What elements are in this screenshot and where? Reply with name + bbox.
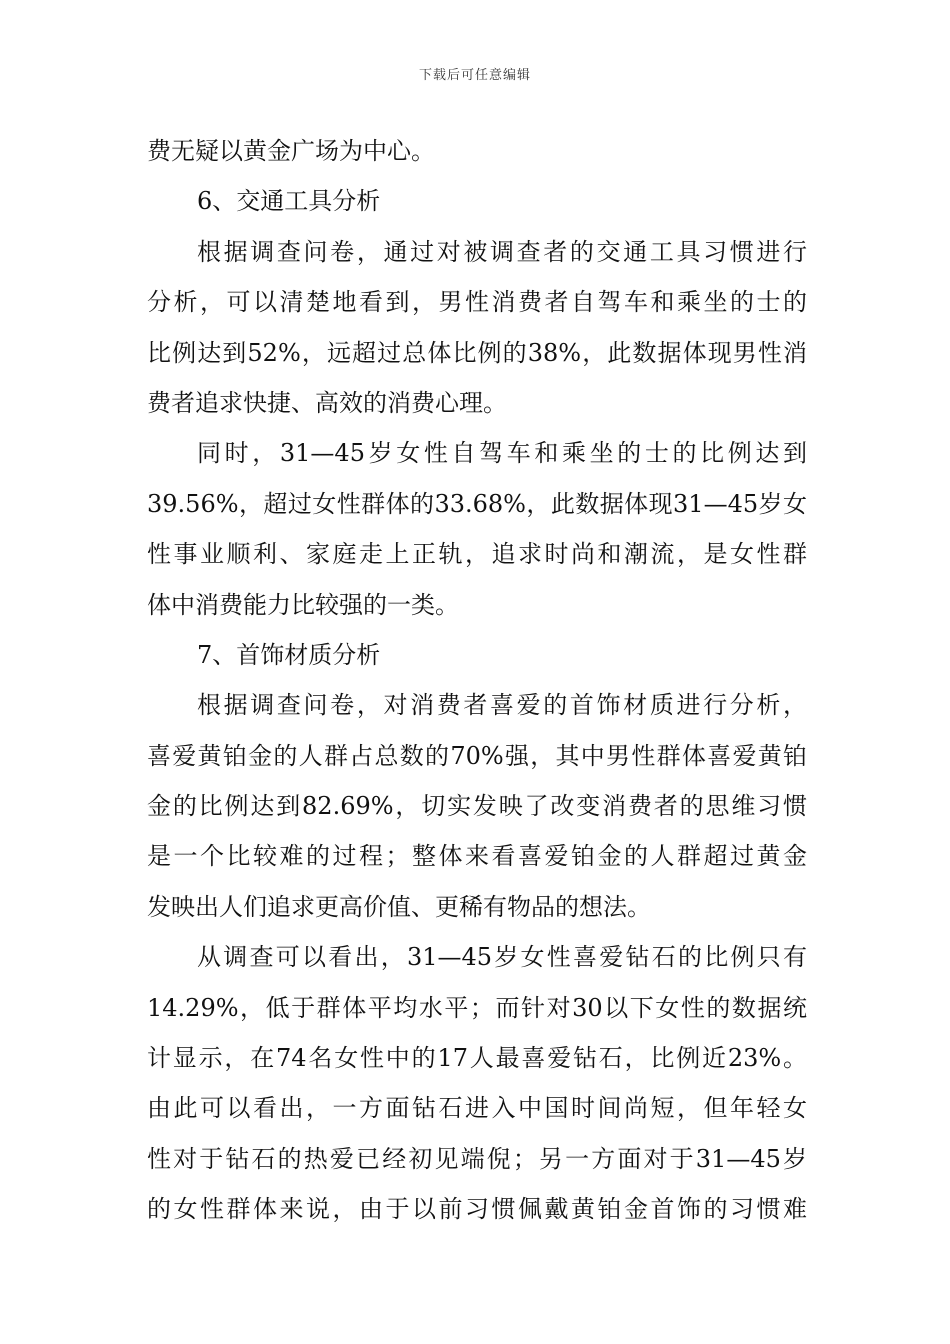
text-line: 性事业顺利、家庭走上正轨，追求时尚和潮流，是女性群 [147, 540, 807, 569]
section-heading: 7、首饰材质分析 [197, 640, 381, 669]
text-line: 根据调查问卷，通过对被调查者的交通工具习惯进行 [197, 237, 807, 266]
text-line: 费者追求快捷、高效的消费心理。 [147, 388, 507, 417]
text-line: 性对于钻石的热爱已经初见端倪；另一方面对于31—45岁 [147, 1144, 807, 1173]
text-line: 体中消费能力比较强的一类。 [147, 590, 459, 619]
text-line: 比例达到52%，远超过总体比例的38%，此数据体现男性消 [147, 338, 807, 367]
text-line: 费无疑以黄金广场为中心。 [147, 137, 435, 165]
text-line: 分析，可以清楚地看到，男性消费者自驾车和乘坐的士的 [147, 288, 807, 317]
text-line: 金的比例达到82.69%，切实发映了改变消费者的思维习惯 [147, 792, 807, 821]
text-line: 39.56%，超过女性群体的33.68%，此数据体现31—45岁女 [147, 489, 807, 518]
text-line: 是一个比较难的过程；整体来看喜爱铂金的人群超过黄金 [147, 842, 807, 871]
page-header: 下载后可任意编辑 [418, 68, 531, 83]
text-line: 根据调查问卷，对消费者喜爱的首饰材质进行分析， [197, 691, 807, 720]
text-line: 同时，31—45岁女性自驾车和乘坐的士的比例达到 [197, 439, 807, 468]
text-line: 计显示，在74名女性中的17人最喜爱钻石，比例近23%。 [147, 1044, 807, 1073]
body-text [147, 126, 807, 1235]
text-line: 从调查可以看出，31—45岁女性喜爱钻石的比例只有 [197, 943, 807, 972]
text-line: 喜爱黄铂金的人群占总数的70%强，其中男性群体喜爱黄铂 [147, 741, 807, 770]
text-line: 由此可以看出，一方面钻石进入中国时间尚短，但年轻女 [147, 1094, 807, 1123]
text-line: 发映出人们追求更高价值、更稀有物品的想法。 [147, 892, 651, 921]
text-line: 的女性群体来说，由于以前习惯佩戴黄铂金首饰的习惯难 [147, 1195, 807, 1224]
section-heading: 6、交通工具分析 [197, 187, 381, 216]
text-line: 14.29%，低于群体平均水平；而针对30以下女性的数据统 [147, 993, 807, 1022]
